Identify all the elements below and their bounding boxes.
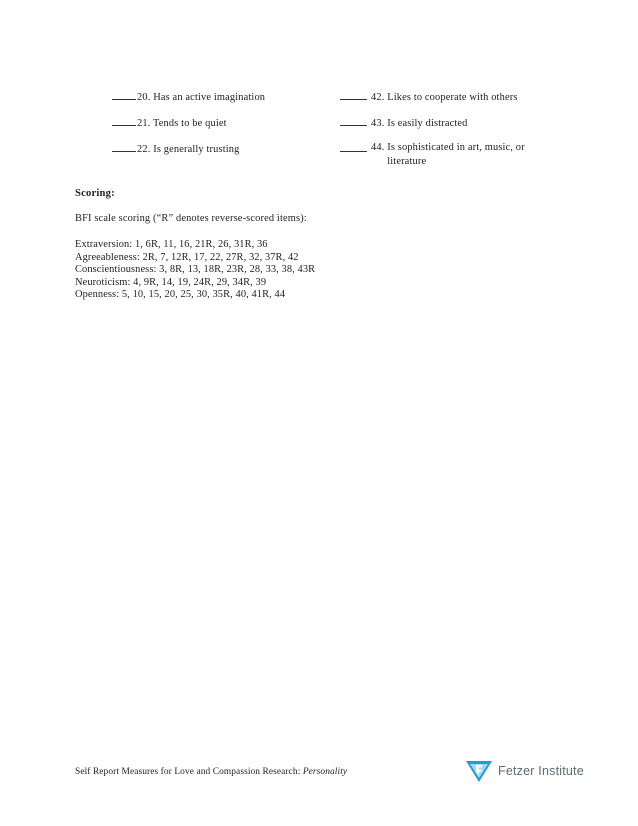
- scale-list: [75, 239, 315, 302]
- answer-blank[interactable]: [112, 141, 136, 152]
- scale-extraversion: Extraversion: 1, 6R, 11, 16, 21R, 26, 31R, 36: [75, 239, 268, 250]
- scoring-heading: Scoring:: [75, 188, 115, 199]
- item-number: 44.: [371, 142, 385, 153]
- answer-blank[interactable]: [340, 89, 367, 100]
- answer-blank[interactable]: [340, 115, 367, 126]
- item-text: Has an active imagination: [153, 92, 266, 103]
- scoring-intro: BFI scale scoring (“R” denotes reverse-scored items):: [75, 213, 307, 224]
- item-text: Likes to cooperate with others: [387, 92, 518, 103]
- footer-section: Personality: [302, 767, 348, 777]
- item-text: Is sophisticated in art, music, or literature: [387, 142, 525, 167]
- scale-openness: Openness: 5, 10, 15, 20, 25, 30, 35R, 40, 41R, 44: [75, 289, 286, 301]
- questionnaire-item-20: [112, 89, 265, 105]
- questionnaire-item-22: [112, 141, 239, 157]
- item-number: 21.: [137, 118, 151, 129]
- questionnaire-item-43: [340, 115, 468, 131]
- logo-text: Fetzer Institute: [498, 764, 584, 778]
- scale-neuroticism: Neuroticism: 4, 9R, 14, 19, 24R, 29, 34R, 39: [75, 276, 267, 288]
- answer-blank[interactable]: [340, 141, 367, 152]
- item-text: Is easily distracted: [387, 118, 468, 129]
- item-number: 42.: [371, 92, 385, 103]
- item-number: 20.: [137, 92, 151, 103]
- questionnaire-item-21: [112, 115, 227, 131]
- item-number: 22.: [137, 144, 151, 155]
- answer-blank[interactable]: [112, 89, 136, 100]
- item-text: Tends to be quiet: [153, 118, 227, 129]
- item-text: Is generally trusting: [153, 144, 240, 155]
- questionnaire-item-44: [340, 141, 559, 169]
- footer-title: Self Report Measures for Love and Compassion Research:: [75, 767, 303, 777]
- fetzer-logo-icon: [466, 759, 492, 783]
- fetzer-logo: [466, 759, 584, 783]
- item-number: 43.: [371, 118, 385, 129]
- answer-blank[interactable]: [112, 115, 136, 126]
- footer-citation: [75, 767, 347, 777]
- scale-agreeableness: Agreeableness: 2R, 7, 12R, 17, 22, 27R, 32, 37R, 42: [75, 251, 299, 263]
- questionnaire-item-42: [340, 89, 518, 105]
- scale-conscientiousness: Conscientiousness: 3, 8R, 13, 18R, 23R, 28, 33, 38, 43R: [75, 264, 316, 276]
